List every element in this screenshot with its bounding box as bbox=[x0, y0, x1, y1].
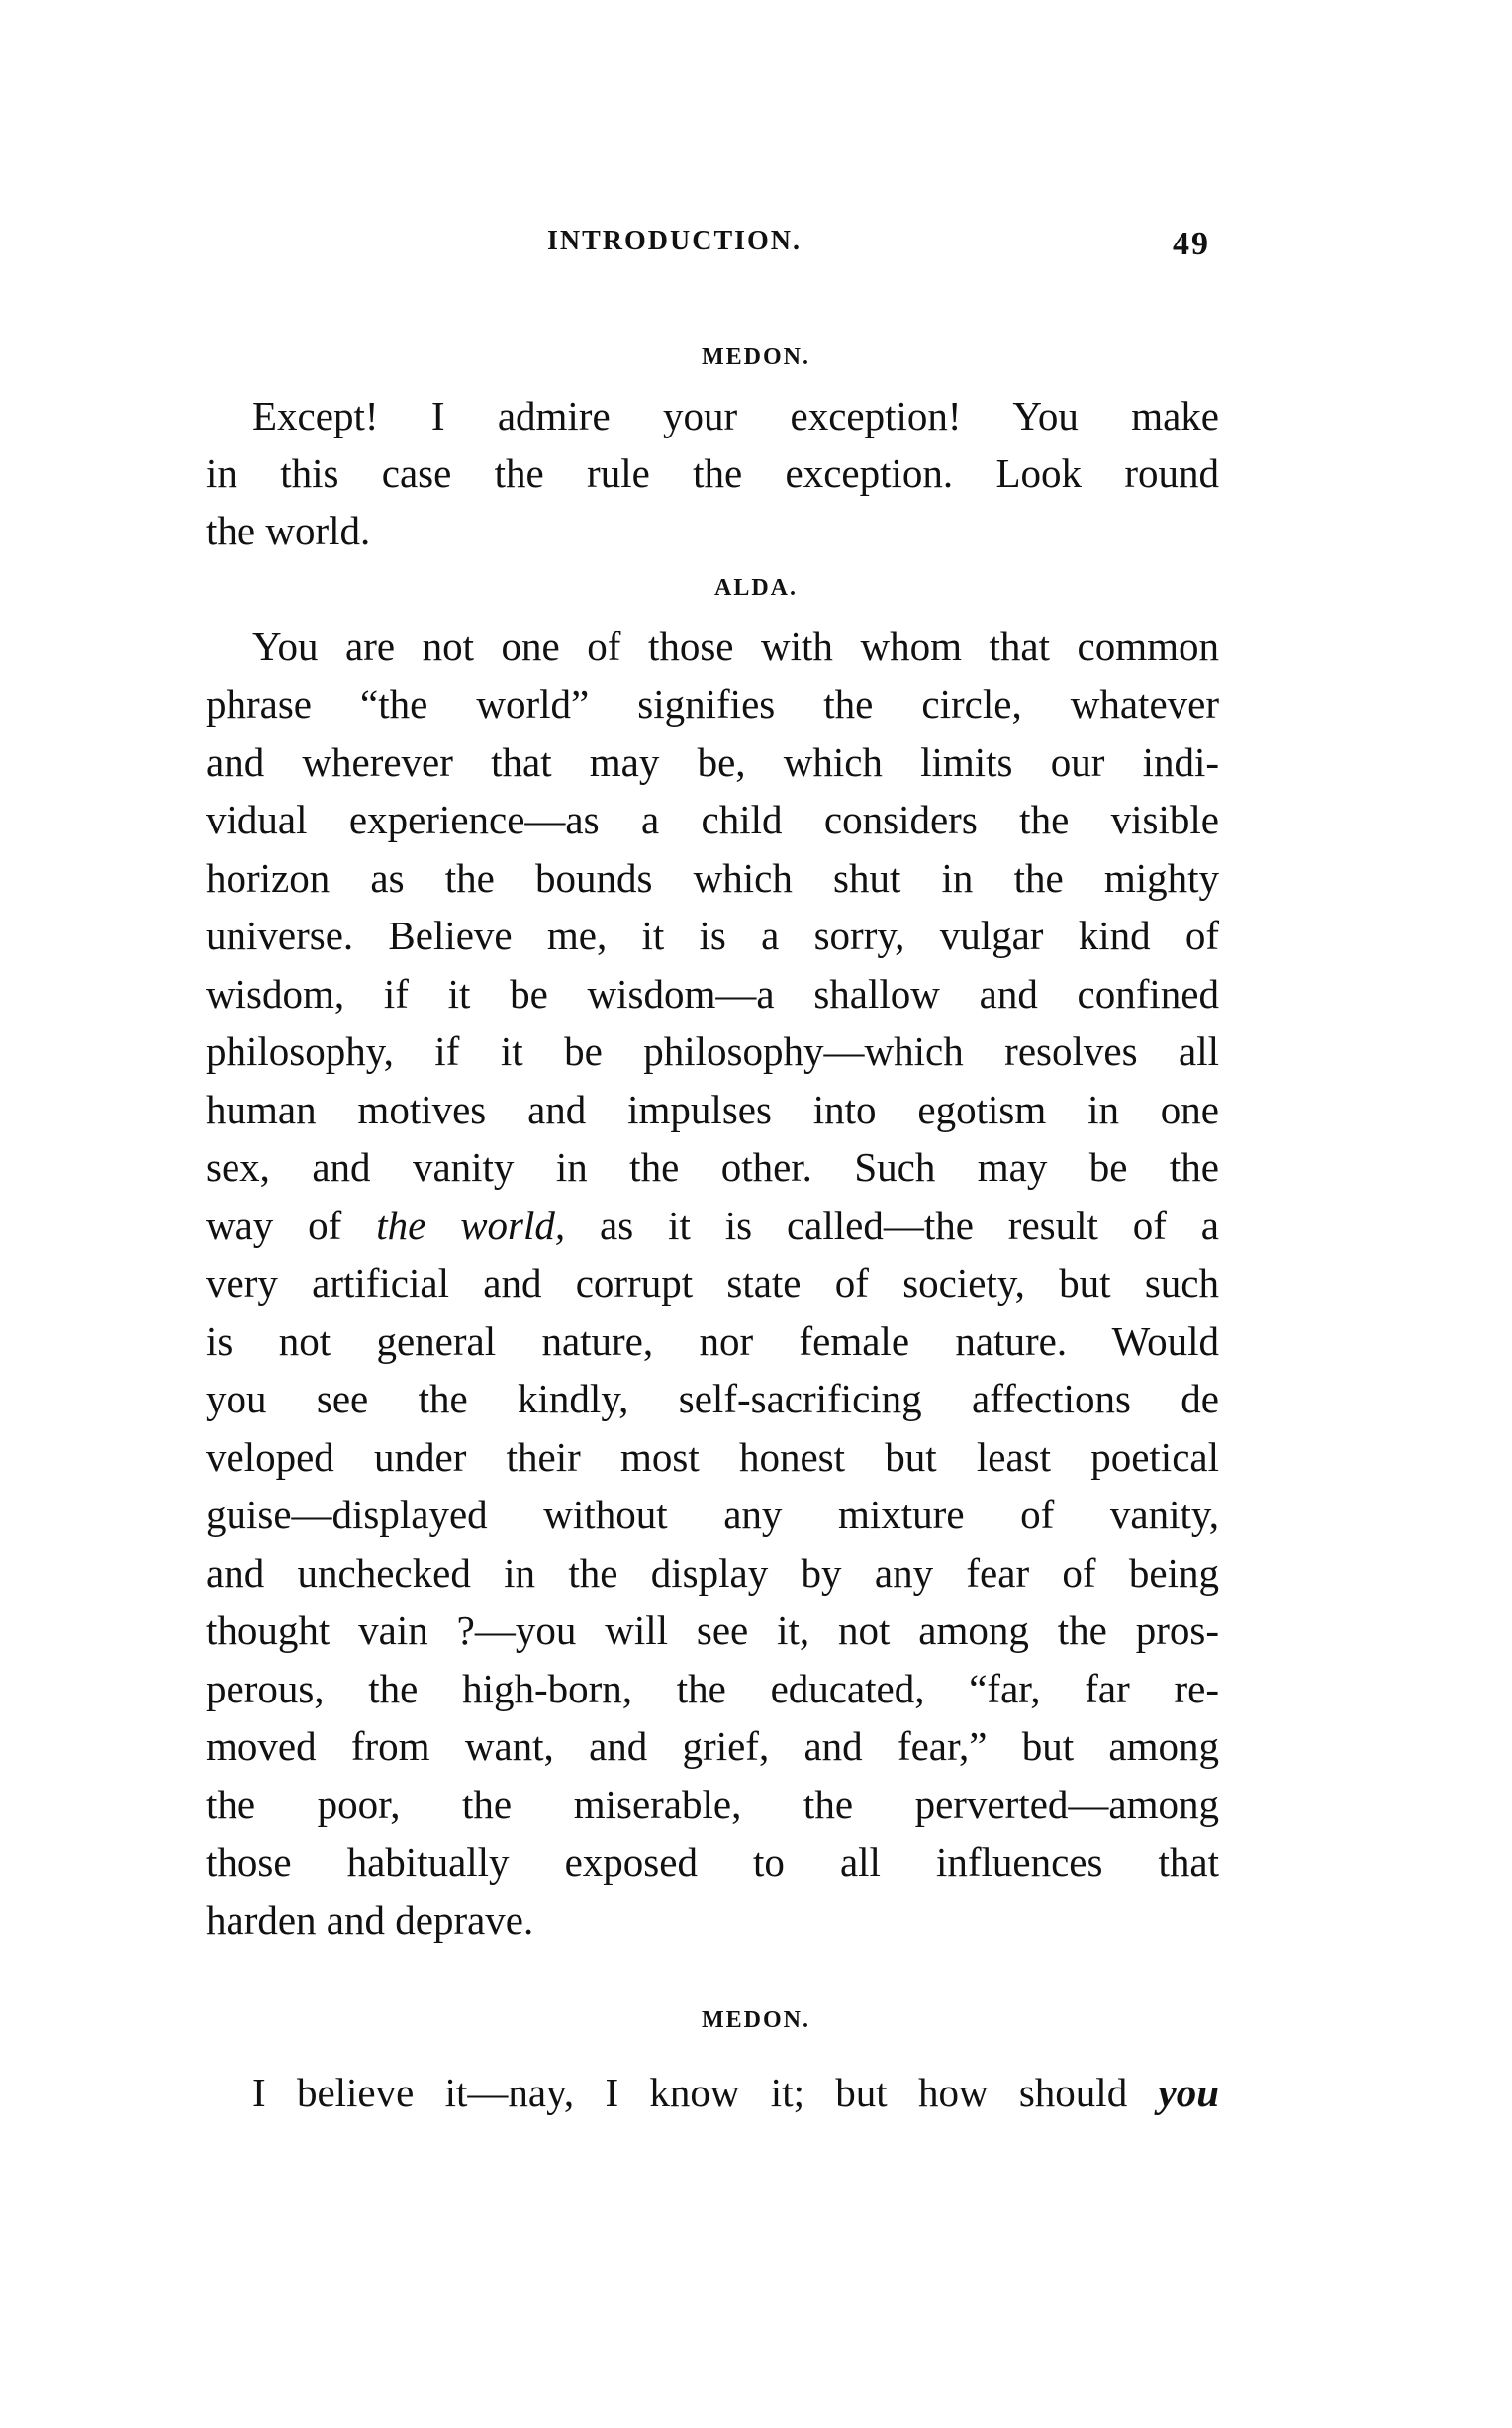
text-line: perous, the high-born, the educated, “far, far re- bbox=[206, 1666, 1219, 1711]
text-line: the poor, the miserable, the perverted—among bbox=[206, 1782, 1219, 1827]
text-line: phrase “the world” signifies the circle, whatever bbox=[206, 681, 1219, 727]
text-line: guise—displayed without any mixture of vanity, bbox=[206, 1492, 1219, 1537]
speaker-label: MEDON. bbox=[702, 2007, 810, 2033]
text-line: I believe it—nay, I know it; but how should you bbox=[252, 2070, 1219, 2115]
text-line: Except! I admire your exception! You make bbox=[252, 393, 1219, 438]
page-number: 49 bbox=[1173, 226, 1210, 262]
text-line: way of the world, as it is called—the result of a bbox=[206, 1203, 1220, 1248]
text-line: vidual experience—as a child considers the visible bbox=[206, 797, 1219, 842]
text-line: in this case the rule the exception. Look round bbox=[206, 450, 1219, 496]
text-line: moved from want, and grief, and fear,” but among bbox=[206, 1723, 1219, 1769]
text-line: and wherever that may be, which limits our indi- bbox=[206, 739, 1219, 785]
text-line: you see the kindly, self-sacrificing affections de bbox=[206, 1376, 1219, 1421]
text-line: thought vain ?—you will see it, not among the pros- bbox=[206, 1607, 1219, 1653]
text-line: You are not one of those with whom that common bbox=[252, 624, 1219, 669]
italic-text: you bbox=[1158, 2070, 1219, 2115]
text-line: philosophy, if it be philosophy—which resolves all bbox=[206, 1028, 1219, 1074]
text-line: wisdom, if it be wisdom—a shallow and confined bbox=[206, 971, 1219, 1017]
running-header: INTRODUCTION. bbox=[547, 226, 803, 256]
text-line: human motives and impulses into egotism in one bbox=[206, 1087, 1219, 1132]
speaker-label: ALDA. bbox=[713, 575, 798, 601]
text-line: very artificial and corrupt state of society, but such bbox=[206, 1260, 1219, 1306]
text-line: the world. bbox=[206, 508, 371, 553]
speaker-label: MEDON. bbox=[702, 344, 810, 370]
text-line: universe. Believe me, it is a sorry, vulgar kind of bbox=[206, 913, 1219, 958]
text-line: and unchecked in the display by any fear of being bbox=[206, 1550, 1219, 1596]
italic-text: the world, bbox=[376, 1203, 566, 1248]
text-line: those habitually exposed to all influences that bbox=[206, 1839, 1219, 1885]
text-line: harden and deprave. bbox=[206, 1897, 534, 1943]
text-line: horizon as the bounds which shut in the mighty bbox=[206, 855, 1219, 901]
text-line: veloped under their most honest but least poetical bbox=[206, 1434, 1219, 1480]
text-line: is not general nature, nor female nature. Would bbox=[206, 1318, 1219, 1364]
text-line: sex, and vanity in the other. Such may be the bbox=[206, 1144, 1219, 1190]
